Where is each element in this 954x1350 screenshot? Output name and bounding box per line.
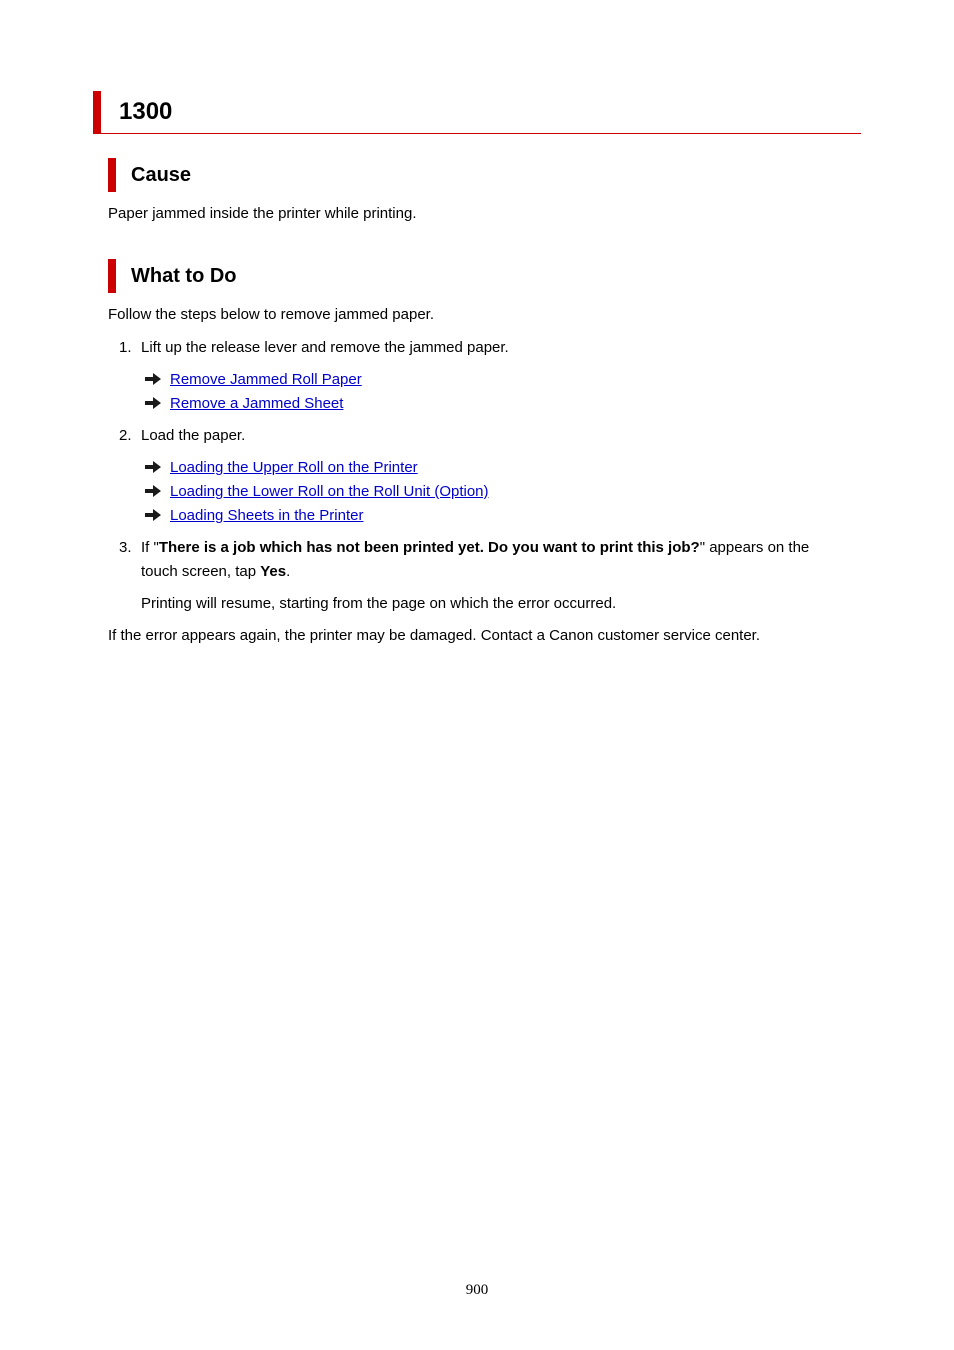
- cause-heading-text: Cause: [131, 164, 192, 186]
- step-text: Load the paper.: [141, 427, 246, 444]
- arrow-right-icon: [145, 485, 161, 497]
- link-remove-jammed-roll-paper[interactable]: Remove Jammed Roll Paper: [170, 371, 362, 388]
- step-number: 1.: [119, 339, 132, 356]
- step-text-line2: [141, 560, 290, 584]
- step-text-line2-prefix: touch screen, tap: [141, 563, 261, 580]
- step-text: Lift up the release lever and remove the jammed paper.: [141, 339, 509, 356]
- step-text-prefix: If ": [141, 539, 159, 556]
- link-loading-sheets[interactable]: Loading Sheets in the Printer: [170, 507, 364, 524]
- link-item: [145, 368, 362, 392]
- link-item: [145, 504, 363, 528]
- link-remove-jammed-sheet[interactable]: Remove a Jammed Sheet: [170, 395, 344, 412]
- step-text: [141, 536, 809, 560]
- yes-label: Yes: [260, 563, 287, 580]
- what-to-do-heading-text: What to Do: [131, 265, 237, 287]
- cause-text: Paper jammed inside the printer while printing.: [108, 205, 417, 222]
- step-text-mid: " appears on the: [699, 539, 810, 556]
- step-text-line2-suffix: .: [286, 563, 291, 580]
- step-number: 2.: [119, 427, 132, 444]
- link-item: [145, 392, 343, 416]
- page-title-text: 1300: [119, 98, 173, 125]
- step-note: Printing will resume, starting from the page on which the error occurred.: [141, 595, 617, 612]
- page-title: [93, 91, 861, 134]
- link-loading-lower-roll[interactable]: Loading the Lower Roll on the Roll Unit (Option): [170, 483, 489, 500]
- step-number: 3.: [119, 539, 132, 556]
- arrow-right-icon: [145, 373, 161, 385]
- prompt-message: There is a job which has not been printed yet. Do you want to print this job?: [158, 539, 700, 556]
- heading-accent-bar: [108, 259, 116, 293]
- arrow-right-icon: [145, 397, 161, 409]
- closing-text: If the error appears again, the printer may be damaged. Contact a Canon customer service center.: [108, 627, 761, 644]
- heading-accent-bar: [108, 158, 116, 192]
- page-number: 900: [465, 1282, 489, 1298]
- title-accent-bar: [93, 91, 101, 133]
- link-item: [145, 456, 418, 480]
- arrow-right-icon: [145, 461, 161, 473]
- link-loading-upper-roll[interactable]: Loading the Upper Roll on the Printer: [170, 459, 418, 476]
- arrow-right-icon: [145, 509, 161, 521]
- intro-text: Follow the steps below to remove jammed paper.: [108, 306, 434, 323]
- link-item: [145, 480, 489, 504]
